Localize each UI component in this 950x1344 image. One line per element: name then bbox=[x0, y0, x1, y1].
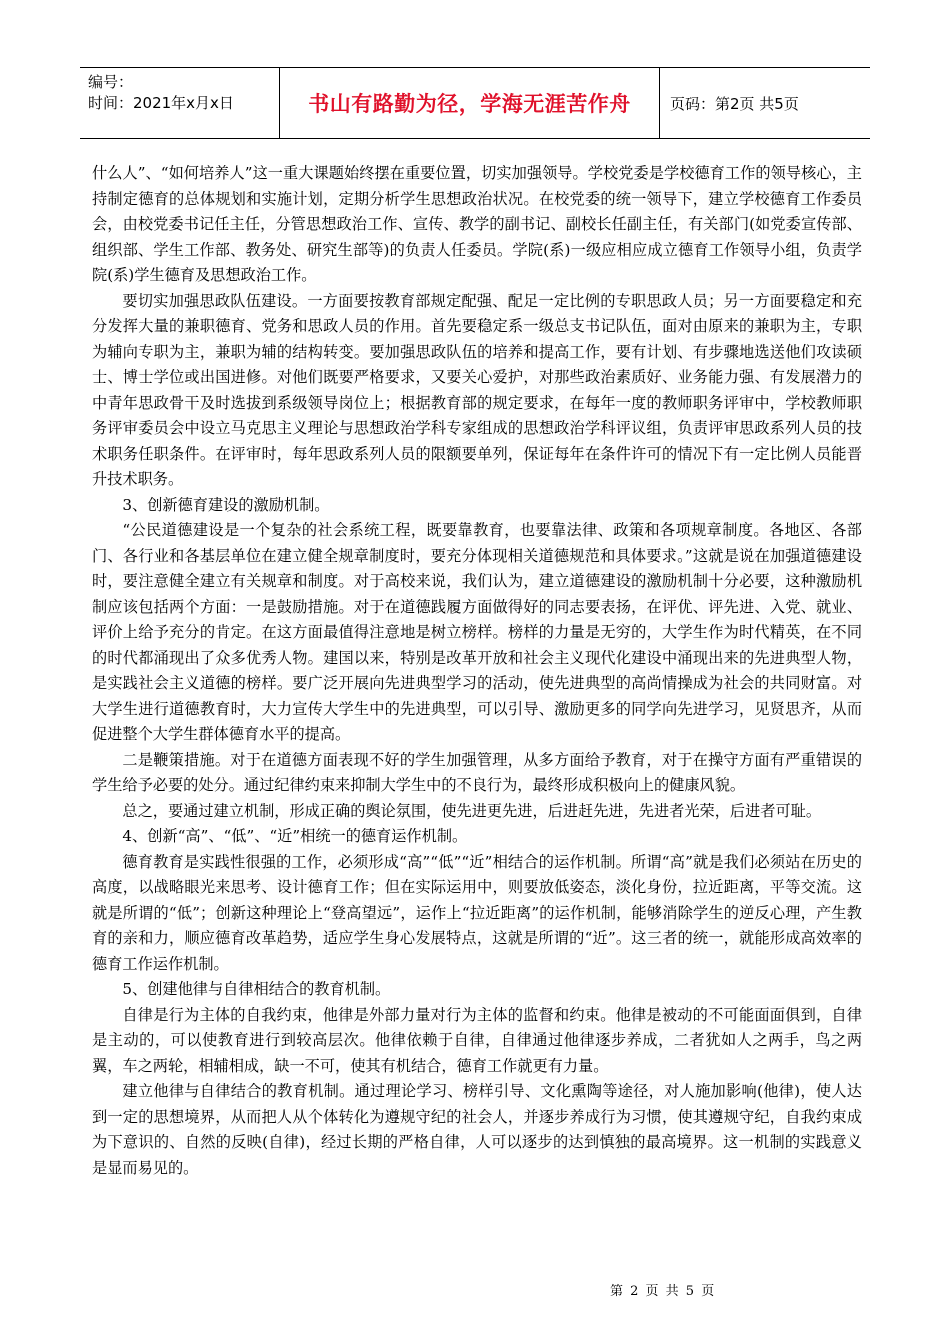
paragraph: 建立他律与自律结合的教育机制。通过理论学习、榜样引导、文化熏陶等途径，对人施加影响(他律)，使人达到一定的思想境界，从而把人从个体转化为遵规守纪的社会人，并逐步养成行为习惯，使其遵规守纪，自我约束成为下意识的、自然的反映(自律)，经过长期的严格自律，人可以逐步的达到慎独的最高境界。这一机制的实践意义是显而易见的。 bbox=[92, 1082, 862, 1177]
section-heading: 3、创新德育建设的激励机制。 bbox=[122, 495, 330, 514]
header-motto: 书山有路勤为径，学海无涯苦作舟 bbox=[280, 68, 660, 138]
paragraph: 二是鞭策措施。对于在道德方面表现不好的学生加强管理，从多方面给予教育，对于在操守方面有严重错误的学生给予必要的处分。通过纪律约束来抑制大学生中的不良行为，最终形成积极向上的健康风貌。 bbox=[92, 750, 862, 794]
paragraph: 总之，要通过建立机制，形成正确的舆论氛围，使先进更先进，后进赶先进，先进者光荣，后进者可耻。 bbox=[122, 801, 822, 820]
section-heading: 5、创建他律与自律相结合的教育机制。 bbox=[122, 980, 391, 998]
paragraph: 德育教育是实践性很强的工作，必须形成“高”“低”“近”相结合的运作机制。所谓“高”就是我们必须站在历史的高度，以战略眼光来思考、设计德育工作；但在实际运用中，则要放低姿态，淡化身份，拉近距离，平等交流。这就是所谓的“低”；创新这种理论上“登高望远”，运作上“拉近距离”的运作机制，能够消除学生的逆反心理，产生教育的亲和力，顺应德育改革趋势，适应学生身心发展特点，这就是所谓的“近”。这三者的统一，就能形成高效率的德育工作运作机制。 bbox=[92, 852, 862, 973]
document-time-label: 时间：2021年x月x日 bbox=[88, 94, 234, 112]
paragraph: 自律是行为主体的自我约束，他律是外部力量对行为主体的监督和约束。他律是被动的不可能面面俱到，自律是主动的，可以使教育进行到较高层次。他律依赖于自律，自律通过他律逐步养成，二者犹如人之两手，鸟之两翼，车之两轮，相辅相成，缺一不可，使其有机结合，德育工作就更有力量。 bbox=[92, 1005, 862, 1075]
paragraph: 什么人”、“如何培养人”这一重大课题始终摆在重要位置，切实加强领导。学校党委是学校德育工作的领导核心，主持制定德育的总体规划和实施计划，定期分析学生思想政治状况。在校党委的统一领导下，建立学校德育工作委员会，由校党委书记任主任，分管思想政治工作、宣传、教学的副书记、副校长任副主任，有关部门(如党委宣传部、组织部、学生工作部、教务处、研究生部等)的负责人任委员。学院(系)一级应相应成立德育工作领导小组，负责学院(系)学生德育及思想政治工作。 bbox=[92, 164, 862, 284]
paragraph: 要切实加强思政队伍建设。一方面要按教育部规定配强、配足一定比例的专职思政人员；另一方面要稳定和充分发挥大量的兼职德育、党务和思政人员的作用。首先要稳定系一级总支书记队伍，面对由原来的兼职为主，专职为辅向专职为主，兼职为辅的结构转变。要加强思政队伍的培养和提高工作，要有计划、有步骤地选送他们攻读硕士、博士学位或出国进修。对他们既要严格要求，又要关心爱护，对那些政治素质好、业务能力强、有发展潜力的中青年思政骨干及时选拔到系级领导岗位上；根据教育部的规定要求，在每年一度的教师职务评审中，学校教师职务评审委员会中设立马克思主义理论与思想政治学科专家组成的思想政治学科评议组，负责评审思政系列人员的技术职务任职条件。在评审时，每年思政系列人员的限额要单列，保证每年在条件许可的情况下有一定比例人员能晋升技术职务。 bbox=[92, 291, 862, 488]
section-heading: 4、创新“高”、“低”、“近”相统一的德育运作机制。 bbox=[122, 827, 468, 845]
page-header bbox=[80, 67, 870, 139]
header-page-info: 页码：第2页 共5页 bbox=[670, 94, 799, 113]
document-number-label: 编号： bbox=[88, 73, 134, 91]
page-footer: 第 2 页 共 5 页 bbox=[610, 1284, 715, 1299]
header-meta bbox=[80, 68, 280, 138]
paragraph: “公民道德建设是一个复杂的社会系统工程，既要靠教育，也要靠法律、政策和各项规章制度。各地区、各部门、各行业和各基层单位在建立健全规章制度时，要充分体现相关道德规范和具体要求。”这就是说在加强道德建设时，要注意健全建立有关规章和制度。对于高校来说，我们认为，建立道德建设的激励机制十分必要，这种激励机制应该包括两个方面：一是鼓励措施。对于在道德践履方面做得好的同志要表扬，在评优、评先进、入党、就业、评价上给予充分的肯定。在这方面最值得注意地是树立榜样。榜样的力量是无穷的，大学生作为时代精英，在不同的时代都涌现出了众多优秀人物。建国以来，特别是改革开放和社会主义现代化建设中涌现出来的先进典型人物，是实践社会主义道德的榜样。要广泛开展向先进典型学习的活动，使先进典型的高尚情操成为社会的共同财富。对大学生进行道德教育时，大力宣传大学生中的先进典型，可以引导、激励更多的同学向先进学习，见贤思齐，从而促进整个大学生群体德育水平的提高。 bbox=[92, 521, 862, 743]
document-body bbox=[92, 161, 862, 1181]
